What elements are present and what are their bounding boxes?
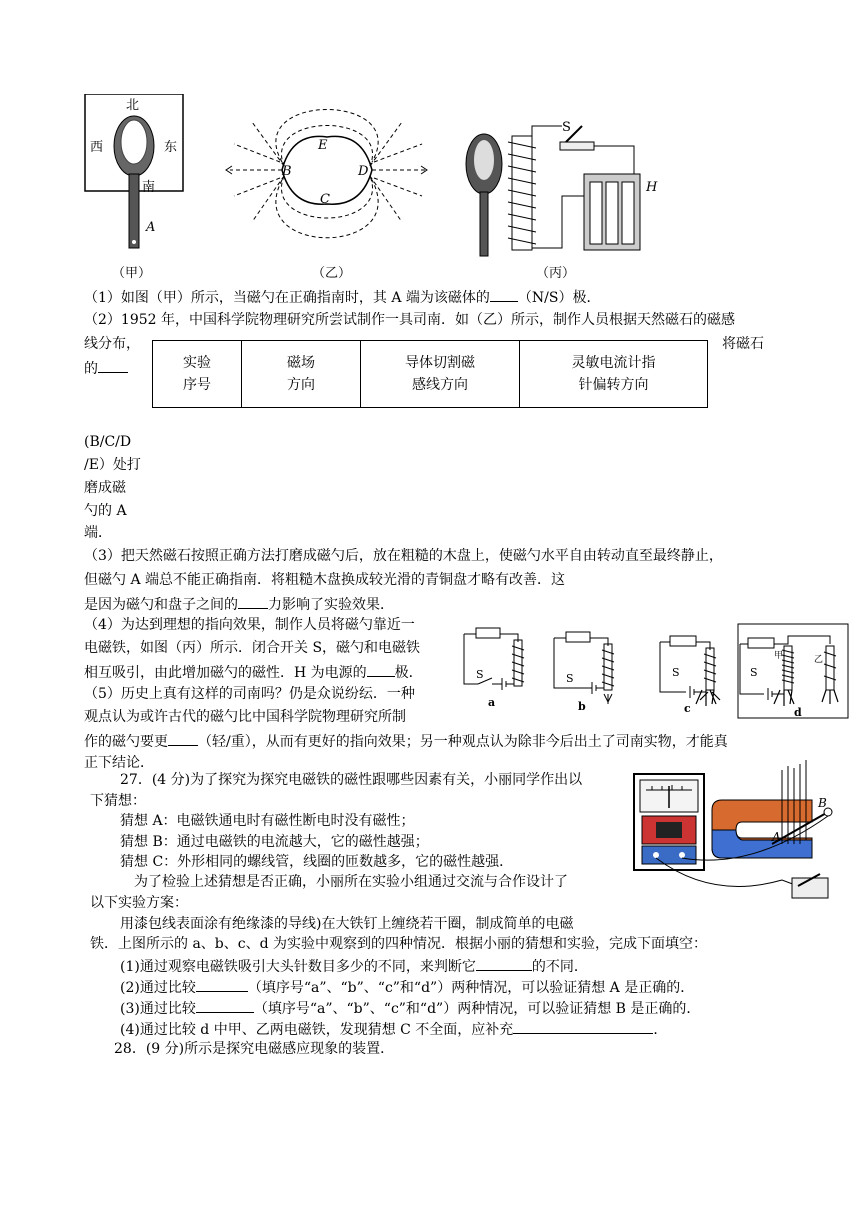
circuit-label-d: d <box>794 706 802 719</box>
q27-sub2: (2)通过比较 （填序号“a”、“b”、“c”和“d”）两种情况，可以验证猜想 A 是正确的． <box>120 975 694 999</box>
caption-jia: （甲） <box>112 266 152 281</box>
q26-part2-line3: 的 <box>84 356 128 380</box>
south-label: 南 <box>142 180 156 195</box>
q26-part2-cont1: /E）处打 <box>84 457 141 473</box>
figure-jia <box>84 94 184 254</box>
q26-part5-line1: （5）历史上真有这样的司南吗？仍是众说纷纭．一种 <box>84 686 415 702</box>
q26-part5-line3: 作的磁勺要更 （轻/重），从而有更好的指向效果；另一种观点认为除非今后出土了司南实物，才能真 <box>84 729 728 753</box>
q26-part1: （1）如图（甲）所示，当磁勺在正确指南时，其 A 端为该磁体的 （N/S）极． <box>84 285 600 309</box>
q26-part3-line1: （3）把天然磁石按照正确方法打磨成磁勺后，放在粗糙的木盘上，使磁勺水平自由转动直至最终静止， <box>84 548 723 564</box>
figure-circuits <box>458 622 850 722</box>
east-label: 东 <box>164 140 178 155</box>
q26-part4-line3: 相互吸引，由此增加磁勺的磁性．H 为电源的 极． <box>84 660 423 684</box>
caption-yi: （乙） <box>312 266 352 281</box>
col-header-cut: 导体切割磁 感线方向 <box>361 341 520 408</box>
q27-line2: 下猜想： <box>90 793 146 809</box>
q26-part2-cont3: 勺的 A <box>84 503 127 519</box>
q27-guess-b: 猜想 B：通过电磁铁的电流越大，它的磁性越强； <box>120 834 429 850</box>
answer-blank-pole[interactable] <box>490 285 518 302</box>
q27-line8: 用漆包线表面涂有绝缘漆的导线)在大铁钉上缠绕若干圈，制成简单的电磁 <box>120 916 574 932</box>
answer-blank-weight[interactable] <box>168 729 198 746</box>
label-d: D <box>358 164 369 179</box>
q26-part2-line2a: 线分布， <box>84 336 140 352</box>
q28-line1: 28．(9 分)所示是探究电磁感应现象的装置． <box>114 1041 395 1057</box>
circuit-label-c: c <box>684 702 691 715</box>
label-e: E <box>318 138 328 153</box>
answer-blank-supplement[interactable] <box>513 1017 653 1034</box>
q27-line1: 27．(4 分)为了探究为探究电磁铁的磁性跟哪些因素有关，小丽同学作出以 <box>120 772 583 788</box>
q26-part5-line2: 观点认为或许古代的磁勺比中国科学院物理研究所制 <box>84 709 406 725</box>
induction-label-b: B <box>818 796 827 810</box>
experiment-table <box>152 340 708 408</box>
q26-part2-cont2: 磨成磁 <box>84 480 126 496</box>
label-c: C <box>320 192 330 207</box>
label-b: B <box>282 164 292 179</box>
induction-label-a: A <box>772 830 781 844</box>
caption-bing: （丙） <box>536 266 576 281</box>
answer-blank-guess-a[interactable] <box>196 975 248 992</box>
answer-blank-magnetism[interactable] <box>476 954 532 971</box>
q27-line6: 为了检验上述猜想是否正确，小丽所在实验小组通过交流与合作设计了 <box>134 874 568 890</box>
q27-sub3: (3)通过比较 （填序号“a”、“b”、“c”和“d”）两种情况，可以验证猜想 B 是正确的． <box>120 996 700 1020</box>
circuit-label-s-d: S <box>750 666 758 679</box>
col-header-deflection: 灵敏电流计指 针偏转方向 <box>520 341 708 408</box>
col-header-index: 实验 序号 <box>153 341 242 408</box>
figure-yi <box>222 92 432 262</box>
q26-part2-line1: （2）1952 年，中国科学院物理研究所尝试制作一具司南．如（乙）所示，制作人员根据天然磁石的磁感 <box>84 312 735 328</box>
q27-sub1: (1)通过观察电磁铁吸引大头针数目多少的不同，来判断它 的不同． <box>120 954 588 978</box>
q27-guess-a: 猜想 A：电磁铁通电时有磁性断电时没有磁性； <box>120 813 415 829</box>
circuit-label-yi: 乙 <box>814 655 824 665</box>
q26-part3-line2: 但磁勺 A 端总不能正确指南．将粗糙木盘换成较光滑的青铜盘才略有改善．这 <box>84 572 566 588</box>
q26-part3-line3: 是因为磁勺和盘子之间的 力影响了实验效果． <box>84 592 394 616</box>
q27-line9: 铁．上图所示的 a、b、c、d 为实验中观察到的四种情况．根据小丽的猜想和实验，完成下面填空： <box>90 936 708 952</box>
q26-part2-line2b: 将磁石 <box>722 336 764 352</box>
q26-part5-line4: 正下结论． <box>84 755 154 771</box>
q26-part4-line1: （4）为达到理想的指向效果，制作人员将磁勺靠近一 <box>84 617 415 633</box>
figure-induction <box>632 760 842 912</box>
answer-blank-position[interactable] <box>98 356 128 373</box>
figure-bing <box>462 116 672 261</box>
q27-line7: 以下实验方案： <box>90 895 188 911</box>
q26-part2-cont4: 端． <box>84 525 112 541</box>
q26-part4-line2: 电磁铁，如图（丙）所示．闭合开关 S，磁勺和电磁铁 <box>84 640 421 656</box>
circuit-label-jia: 甲 <box>774 651 784 661</box>
circuit-label-a: a <box>488 696 496 709</box>
answer-blank-guess-b[interactable] <box>196 996 254 1013</box>
circuit-label-s-b: S <box>566 672 574 685</box>
answer-blank-electrode[interactable] <box>367 660 395 677</box>
circuit-label-s-a: S <box>476 668 484 681</box>
point-a-label: A <box>146 220 156 235</box>
answer-blank-force[interactable] <box>238 592 268 609</box>
source-h-label: H <box>646 180 658 195</box>
circuit-label-s-c: S <box>672 666 680 679</box>
west-label: 西 <box>90 140 104 155</box>
north-label: 北 <box>126 98 140 113</box>
q26-part2-cont0: (B/C/D <box>84 434 132 450</box>
q27-sub4: (4)通过比较 d 中甲、乙两电磁铁，发现猜想 C 不全面，应补充 ． <box>120 1017 667 1041</box>
col-header-field: 磁场 方向 <box>242 341 361 408</box>
q27-guess-c: 猜想 C：外形相同的螺线管，线圈的匝数越多，它的磁性越强． <box>120 854 514 870</box>
switch-s-label: S <box>562 120 571 135</box>
circuit-label-b: b <box>578 700 586 713</box>
